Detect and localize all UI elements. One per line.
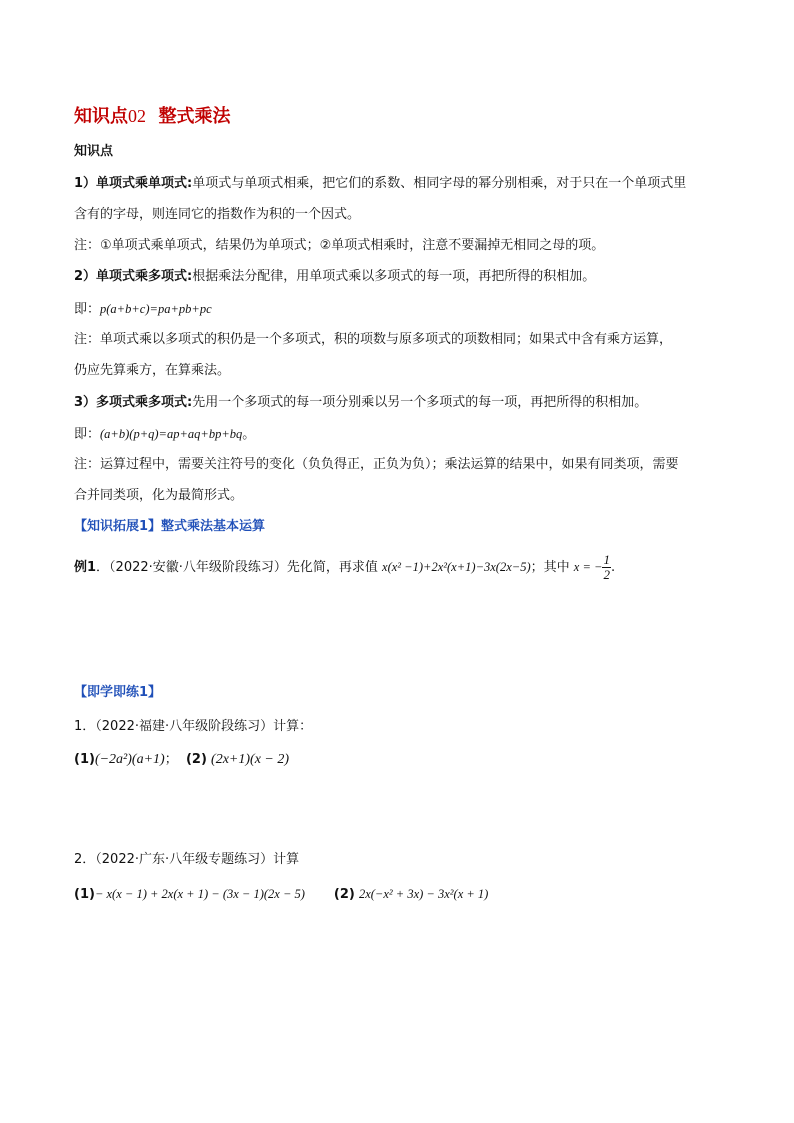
rule3-text: 先用一个多项式的每一项分别乘以另一个多项式的每一项，再把所得的积相加。	[192, 395, 648, 410]
question2-parts	[74, 885, 488, 904]
rule1-title: 1）单项式乘单项式:	[74, 176, 193, 191]
heading-prefix: 知识点	[74, 106, 128, 127]
rule1-text-a: 单项式与单项式相乘，把它们的系数、相同字母的幂分别相乘，对于只在一个单项式里	[192, 176, 687, 191]
q1-separator: ；	[164, 752, 178, 767]
formula1-expr: p(a+b+c)=pa+pb+pc	[100, 302, 212, 316]
note1: 注：①单项式乘单项式，结果仍为单项式；②单项式相乘时，注意不要漏掉无相同之母的项。	[74, 238, 605, 253]
question1-parts	[74, 751, 289, 769]
q1-part2-expression: (2x+1)(x − 2)	[211, 752, 290, 767]
rule3-title: 3）多项式乘多项式:	[74, 395, 193, 410]
question1-label: 1．（2022·福建·八年级阶段练习）计算：	[74, 719, 313, 734]
example1-label: 例1	[74, 560, 97, 575]
q1-part1-expression: (−2a²)(a+1)	[94, 752, 165, 767]
example1-fraction	[602, 553, 611, 582]
q1-part2-label: (2)	[185, 752, 207, 767]
extension-title: 【知识拓展1】整式乘法基本运算	[74, 519, 266, 534]
note3-text-a: 注：运算过程中，需要关注符号的变化（负负得正，正负为负）；乘法运算的结果中，如果有同类项，需要	[74, 457, 679, 472]
note2-text-a: 注：单项式乘以多项式的积仍是一个多项式，积的项数与原多项式的项数相同；如果式中含有乘方运算，	[74, 332, 673, 347]
rule2-text: 根据乘法分配律，用单项式乘以多项式的每一项，再把所得的积相加。	[192, 269, 596, 284]
formula2-line	[74, 425, 255, 444]
section-label: 知识点	[74, 144, 114, 159]
q2-part2-label: (2)	[333, 887, 355, 902]
fraction-denominator: 2	[603, 567, 610, 582]
example1-end: .	[610, 560, 616, 575]
example1-line	[74, 552, 615, 583]
note3-text-b: 合并同类项，化为最简形式。	[74, 488, 244, 503]
question2-label: 2．（2022·广东·八年级专题练习）计算	[74, 852, 300, 867]
rule3-line	[74, 394, 647, 412]
example1-mid: ；其中	[530, 560, 570, 575]
heading-number: 02	[128, 106, 146, 126]
rule2-title: 2）单项式乘多项式:	[74, 269, 193, 284]
example1-expression: x(x² −1)+2x²(x+1)−3x(2x−5)	[382, 560, 531, 574]
note2-text-b: 仍应先算乘方，在算乘法。	[74, 363, 231, 378]
formula2-tail: 。	[242, 427, 256, 442]
fraction-numerator: 1	[603, 552, 610, 567]
formula2-expr: (a+b)(p+q)=ap+aq+bp+bq	[100, 427, 243, 441]
formula1-lead: 即：	[74, 302, 101, 317]
q2-part1-label: (1)	[74, 887, 95, 902]
section-heading	[74, 104, 231, 129]
q2-part2-expression: 2x(−x² + 3x) − 3x²(x + 1)	[358, 887, 489, 901]
example1-source: ．（2022·安徽·八年级阶段练习）先化简，再求值	[96, 560, 378, 575]
q1-part1-label: (1)	[74, 752, 95, 767]
practice-title: 【即学即练1】	[74, 685, 162, 700]
example1-variable: x = −	[573, 560, 603, 574]
q2-part1-expression: − x(x − 1) + 2x(x + 1) − (3x − 1)(2x − 5)	[94, 887, 305, 901]
rule1-text-b: 含有的字母，则连同它的指数作为积的一个因式。	[74, 207, 361, 222]
formula2-lead: 即：	[74, 427, 101, 442]
rule1-line1	[74, 175, 686, 193]
rule2-line	[74, 268, 595, 286]
formula1-line	[74, 300, 212, 319]
heading-title: 整式乘法	[158, 106, 231, 127]
